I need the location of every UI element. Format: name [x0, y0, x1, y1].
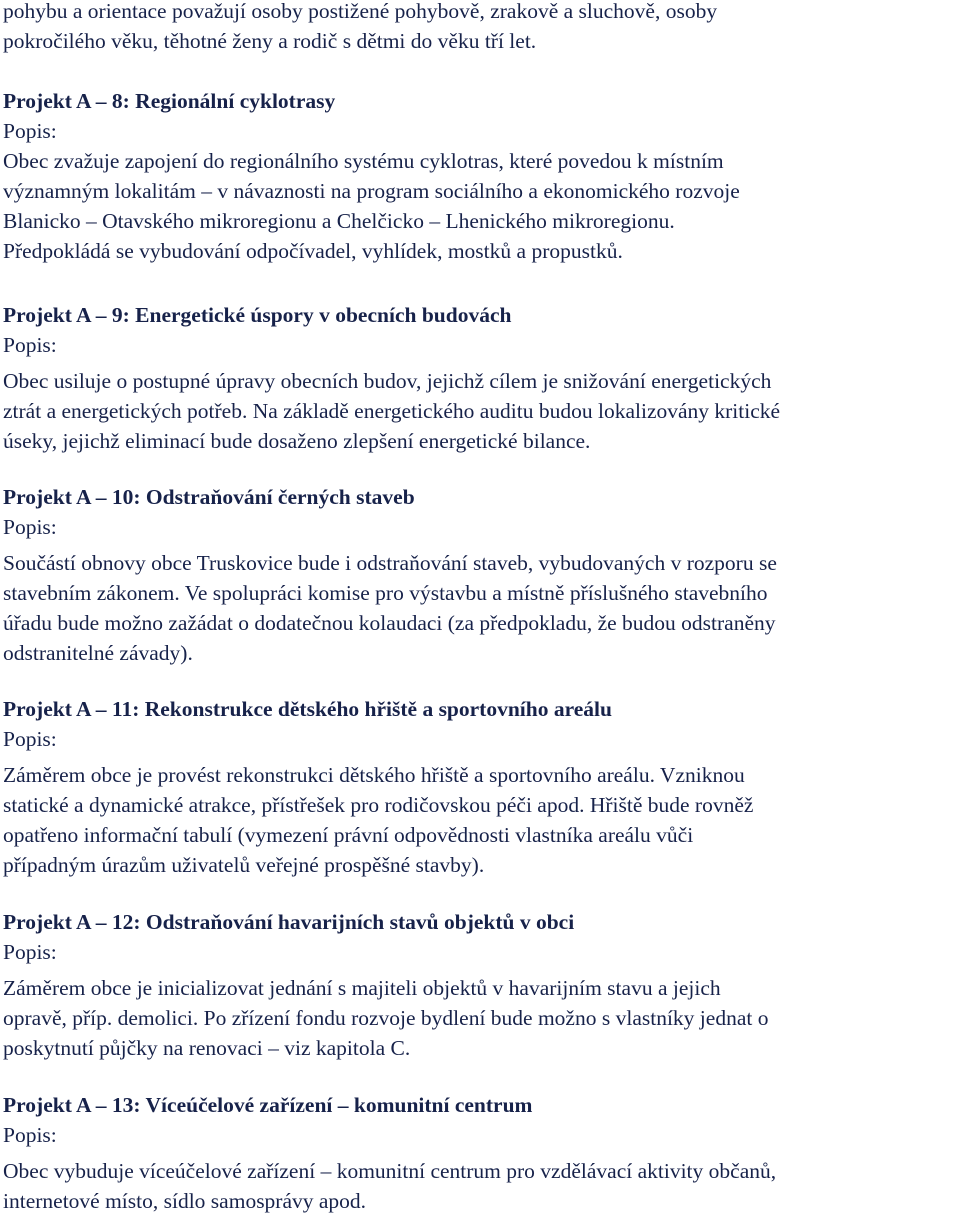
- project-a13-line: internetové místo, sídlo samosprávy apod.: [3, 1189, 367, 1213]
- project-a12-line: Záměrem obce je inicializovat jednání s majiteli objektů v havarijním stavu a jejich: [3, 976, 721, 1000]
- project-a8-line: významným lokalitám – v návaznosti na program sociálního a ekonomického rozvoje: [3, 179, 740, 203]
- project-a9-line: ztrát a energetických potřeb. Na základě energetického auditu budou lokalizovány kritické: [3, 399, 781, 423]
- project-a11-label: Popis:: [3, 727, 57, 751]
- intro-line: pokročilého věku, těhotné ženy a rodič s dětmi do věku tří let.: [3, 29, 537, 53]
- project-a8-line: Předpokládá se vybudování odpočívadel, vyhlídek, mostků a propustků.: [3, 239, 623, 263]
- project-a13-section: [3, 1090, 953, 1216]
- project-a11-line: opatřeno informační tabulí (vymezení právní odpovědnosti vlastníka areálu vůči: [3, 823, 694, 847]
- project-a9-line: úseky, jejichž eliminací bude dosaženo zlepšení energetické bilance.: [3, 429, 591, 453]
- project-a10-label: Popis:: [3, 515, 57, 539]
- project-a9-label: Popis:: [3, 333, 57, 357]
- project-a10-line: odstranitelné závady).: [3, 641, 193, 665]
- project-a11-section: [3, 694, 953, 880]
- project-a12-heading: Projekt A – 12: Odstraňování havarijních stavů objektů v obci: [3, 910, 575, 934]
- project-a8-line: Obec zvažuje zapojení do regionálního systému cyklotras, které povedou k místním: [3, 149, 724, 173]
- project-a10-line: úřadu bude možno zažádat o dodatečnou kolaudaci (za předpokladu, že budou odstraněny: [3, 611, 776, 635]
- project-a10-line: Součástí obnovy obce Truskovice bude i odstraňování staveb, vybudovaných v rozporu se: [3, 551, 777, 575]
- project-a11-heading: Projekt A – 11: Rekonstrukce dětského hřiště a sportovního areálu: [3, 697, 612, 721]
- project-a9-heading: Projekt A – 9: Energetické úspory v obecních budovách: [3, 303, 512, 327]
- project-a10-section: [3, 482, 953, 668]
- project-a13-line: Obec vybuduje víceúčelové zařízení – komunitní centrum pro vzdělávací aktivity občanů,: [3, 1159, 777, 1183]
- intro-paragraph: [3, 0, 953, 56]
- project-a8-line: Blanicko – Otavského mikroregionu a Chelčicko – Lhenického mikroregionu.: [3, 209, 675, 233]
- project-a11-line: statické a dynamické atrakce, přístřešek pro rodičovskou péči apod. Hřiště bude rovněž: [3, 793, 754, 817]
- project-a9-section: [3, 300, 953, 456]
- project-a12-line: poskytnutí půjčky na renovaci – viz kapitola C.: [3, 1036, 411, 1060]
- project-a8-heading: Projekt A – 8: Regionální cyklotrasy: [3, 89, 336, 113]
- project-a11-line: Záměrem obce je provést rekonstrukci dětského hřiště a sportovního areálu. Vzniknou: [3, 763, 745, 787]
- project-a12-line: opravě, příp. demolici. Po zřízení fondu rozvoje bydlení bude možno s vlastníky jednat o: [3, 1006, 769, 1030]
- project-a12-label: Popis:: [3, 940, 57, 964]
- project-a10-heading: Projekt A – 10: Odstraňování černých staveb: [3, 485, 415, 509]
- project-a9-line: Obec usiluje o postupné úpravy obecních budov, jejichž cílem je snižování energetických: [3, 369, 772, 393]
- project-a8-label: Popis:: [3, 119, 57, 143]
- project-a10-line: stavebním zákonem. Ve spolupráci komise pro výstavbu a místně příslušného stavebního: [3, 581, 768, 605]
- project-a13-heading: Projekt A – 13: Víceúčelové zařízení – komunitní centrum: [3, 1093, 533, 1117]
- project-a11-line: případným úrazům uživatelů veřejné prospěšné stavby).: [3, 853, 485, 877]
- project-a8-section: [3, 86, 953, 266]
- intro-line: pohybu a orientace považují osoby postižené pohybově, zrakově a sluchově, osoby: [3, 0, 718, 23]
- project-a12-section: [3, 907, 953, 1063]
- project-a13-label: Popis:: [3, 1123, 57, 1147]
